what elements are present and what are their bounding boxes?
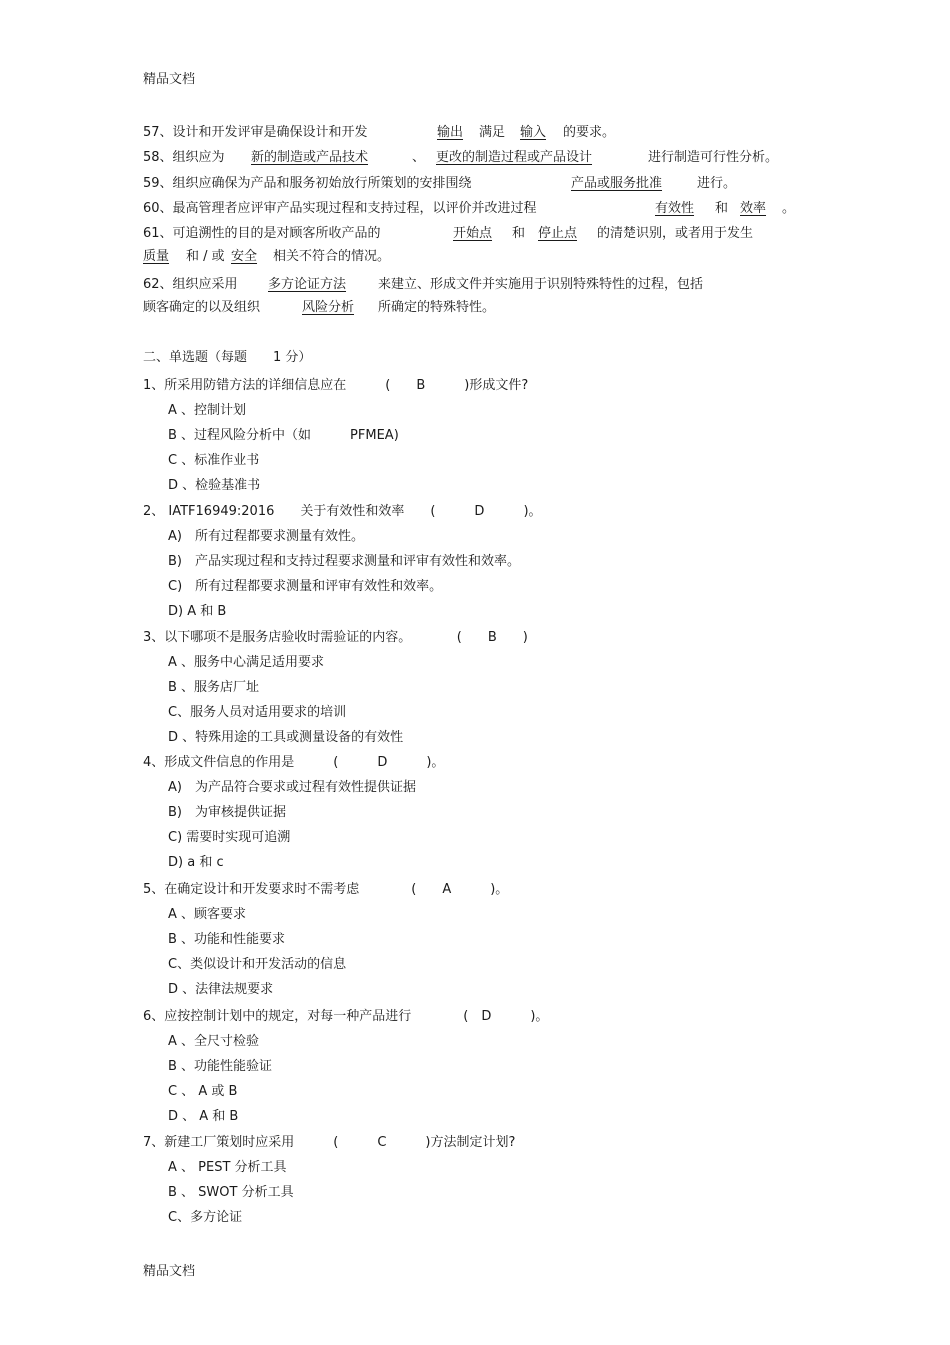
question-text: 60、最高管理者应评审产品实现过程和支持过程，以评价并改进过程	[143, 201, 537, 216]
answer-option: A 、 PEST 分析工具	[168, 1160, 287, 1175]
question-text: 57、设计和开发评审是确保设计和开发	[143, 125, 368, 140]
answer-option: A 、全尺寸检验	[168, 1034, 260, 1049]
question-text: 的清楚识别，或者用于发生	[597, 226, 754, 241]
answer-blank: 输入	[520, 125, 547, 140]
question-text: 59、组织应确保为产品和服务初始放行所策划的安排围绕	[143, 176, 472, 191]
answer-option: B 、功能性能验证	[168, 1059, 273, 1074]
question-text: 的要求。	[563, 125, 616, 140]
question-text: 满足	[479, 125, 506, 140]
question-stem: 4、形成文件信息的作用是 ( D )。	[143, 755, 445, 770]
answer-option: A) 为产品符合要求或过程有效性提供证据	[168, 780, 416, 795]
answer-blank: 安全	[231, 249, 258, 264]
question-text: 所确定的特殊特性。	[378, 300, 496, 315]
question-stem: 7、新建工厂策划时应采用 ( C )方法制定计划?	[143, 1135, 516, 1150]
section-title: 二、单选题（每题 1 分）	[143, 350, 312, 365]
answer-option: D) A 和 B	[168, 604, 227, 619]
answer-option: C) 所有过程都要求测量和评审有效性和效率。	[168, 579, 443, 594]
question-text: 和	[512, 226, 526, 241]
question-text: 进行。	[697, 176, 737, 191]
answer-option: B 、服务店厂址	[168, 680, 260, 695]
question-text: 58、组织应为	[143, 150, 225, 165]
question-text: 61、可追溯性的目的是对顾客所收产品的	[143, 226, 381, 241]
answer-blank: 开始点	[453, 226, 493, 241]
answer-option: D 、法律法规要求	[168, 982, 274, 997]
question-text: 和 / 或	[186, 249, 225, 264]
answer-option: C) 需要时实现可追溯	[168, 830, 291, 845]
answer-blank: 多方论证方法	[268, 277, 347, 292]
question-text: 和	[715, 201, 729, 216]
answer-option: C、服务人员对适用要求的培训	[168, 705, 347, 720]
answer-option: A 、控制计划	[168, 403, 247, 418]
answer-option: C 、 A 或 B	[168, 1084, 238, 1099]
answer-option: B 、功能和性能要求	[168, 932, 286, 947]
question-text: 进行制造可行性分析。	[648, 150, 779, 165]
answer-option: A) 所有过程都要求测量有效性。	[168, 529, 364, 544]
answer-option: D) a 和 c	[168, 855, 224, 870]
answer-blank: 更改的制造过程或产品设计	[436, 150, 593, 165]
answer-blank: 新的制造或产品技术	[251, 150, 369, 165]
question-text: 来建立、形成文件并实施用于识别特殊特性的过程，包括	[378, 277, 704, 292]
answer-blank: 有效性	[655, 201, 695, 216]
question-stem: 6、应按控制计划中的规定，对每一种产品进行 ( D )。	[143, 1009, 549, 1024]
page-footer: 精品文档	[143, 1264, 196, 1279]
answer-blank: 停止点	[538, 226, 578, 241]
answer-blank: 质量	[143, 249, 170, 264]
answer-blank: 输出	[437, 125, 464, 140]
answer-option: A 、服务中心满足适用要求	[168, 655, 325, 670]
question-text: 顾客确定的以及组织	[143, 300, 261, 315]
answer-option: B) 为审核提供证据	[168, 805, 286, 820]
question-stem: 5、在确定设计和开发要求时不需考虑 ( A )。	[143, 882, 509, 897]
answer-option: C、类似设计和开发活动的信息	[168, 957, 347, 972]
answer-option: B 、过程风险分析中（如 PFMEA)	[168, 428, 399, 443]
answer-option: B) 产品实现过程和支持过程要求测量和评审有效性和效率。	[168, 554, 520, 569]
answer-blank: 产品或服务批准	[571, 176, 663, 191]
question-text: 相关不符合的情况。	[273, 249, 391, 264]
page-header: 精品文档	[143, 72, 196, 87]
answer-option: C 、标准作业书	[168, 453, 260, 468]
answer-option: C、多方论证	[168, 1210, 243, 1225]
answer-blank: 风险分析	[302, 300, 355, 315]
answer-option: B 、 SWOT 分析工具	[168, 1185, 294, 1200]
answer-blank: 效率	[740, 201, 767, 216]
question-stem: 2、 IATF16949:2016 关于有效性和效率 ( D )。	[143, 504, 542, 519]
question-text: 。	[782, 201, 796, 216]
question-text: 、	[412, 150, 426, 165]
question-stem: 1、所采用防错方法的详细信息应在 ( B )形成文件?	[143, 378, 529, 393]
answer-option: D 、 A 和 B	[168, 1109, 239, 1124]
answer-option: D 、特殊用途的工具或测量设备的有效性	[168, 730, 404, 745]
question-stem: 3、以下哪项不是服务店验收时需验证的内容。 ( B )	[143, 630, 528, 645]
question-text: 62、组织应采用	[143, 277, 238, 292]
answer-option: A 、顾客要求	[168, 907, 247, 922]
answer-option: D 、检验基准书	[168, 478, 261, 493]
